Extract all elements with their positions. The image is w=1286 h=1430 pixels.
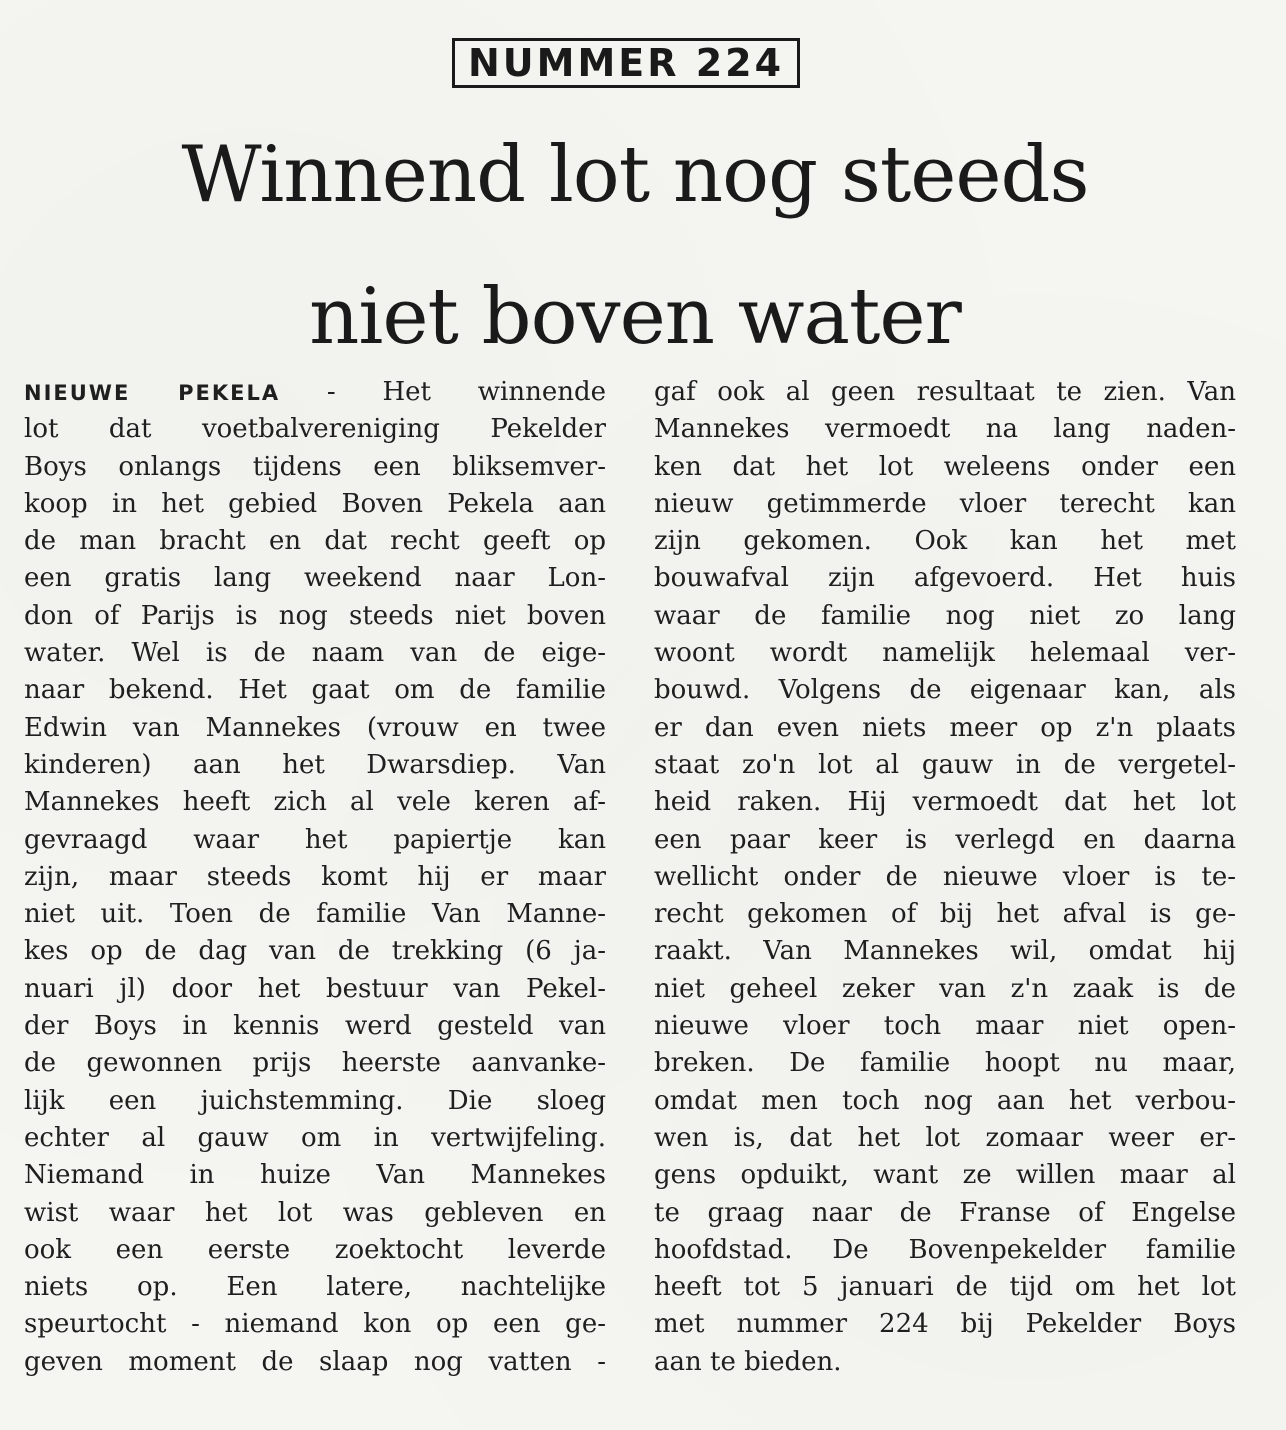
article-line: niets op. Een latere, nachtelijke — [24, 1272, 606, 1303]
article-line: wen is, dat het lot zomaar weer er- — [654, 1122, 1236, 1153]
dateline: NIEUWE PEKELA — [24, 381, 281, 405]
headline — [60, 104, 1210, 388]
article-line: bouwafval zijn afgevoerd. Het huis — [654, 563, 1236, 594]
article-column-left — [24, 374, 606, 1381]
article-line: Mannekes vermoedt na lang naden- — [654, 414, 1236, 445]
article-line: met nummer 224 bij Pekelder Boys — [654, 1309, 1236, 1340]
article-line: ken dat het lot weleens onder een — [654, 451, 1236, 482]
article-line: lot dat voetbalvereniging Pekelder — [24, 414, 606, 445]
article-line: de man bracht en dat recht geeft op — [24, 526, 606, 557]
article-line: nieuw getimmerde vloer terecht kan — [654, 488, 1236, 519]
article-line: lijk een juichstemming. Die sloeg — [24, 1085, 606, 1116]
article-line: heeft tot 5 januari de tijd om het lot — [654, 1272, 1236, 1303]
article-line: er dan even niets meer op z'n plaats — [654, 712, 1236, 743]
article-line: water. Wel is de naam van de eige- — [24, 638, 606, 669]
article-line: bouwd. Volgens de eigenaar kan, als — [654, 675, 1236, 706]
article-line: wist waar het lot was gebleven en — [24, 1197, 606, 1228]
article-line: gaf ook al geen resultaat te zien. Van — [654, 377, 1236, 407]
article-line: breken. De familie hoopt nu maar, — [654, 1048, 1236, 1079]
article-line: een paar keer is verlegd en daarna — [654, 824, 1236, 855]
article-line: zijn gekomen. Ook kan het met — [654, 526, 1236, 557]
article-line: raakt. Van Mannekes wil, omdat hij — [654, 936, 1236, 967]
article-line: de gewonnen prijs heerste aanvanke- — [24, 1048, 606, 1079]
article-line: omdat men toch nog aan het verbou- — [654, 1085, 1236, 1116]
article-line: gevraagd waar het papiertje kan — [24, 824, 606, 855]
article-line: gens opduikt, want ze willen maar al — [654, 1160, 1236, 1191]
article-line: aan te bieden. — [654, 1346, 842, 1377]
article-line: Mannekes heeft zich al vele keren af- — [24, 787, 606, 818]
article-line: niet geheel zeker van z'n zaak is de — [654, 973, 1236, 1004]
article-line: koop in het gebied Boven Pekela aan — [24, 488, 606, 519]
article-line: een gratis lang weekend naar Lon- — [24, 563, 606, 594]
article-line: geven moment de slaap nog vatten - — [24, 1346, 606, 1377]
article-line: zijn, maar steeds komt hij er maar — [24, 861, 606, 892]
article-line: waar de familie nog niet zo lang — [654, 600, 1236, 631]
article-line: staat zo'n lot al gauw in de vergetel- — [654, 749, 1236, 780]
kicker: NUMMER 224 — [467, 41, 785, 85]
headline-line-2: niet boven water — [309, 272, 961, 362]
article-line: Niemand in huize Van Mannekes — [24, 1160, 606, 1191]
headline-line-1: Winnend lot nog steeds — [181, 130, 1089, 220]
article-line: Boys onlangs tijdens een bliksemver- — [24, 451, 606, 482]
article-line — [24, 374, 606, 411]
article-line: wellicht onder de nieuwe vloer is te- — [654, 861, 1236, 892]
article-line: der Boys in kennis werd gesteld van — [24, 1011, 606, 1042]
article-line: echter al gauw om in vertwijfeling. — [24, 1122, 606, 1153]
article-line: niet uit. Toen de familie Van Manne- — [24, 899, 606, 930]
article-line: nuari jl) door het bestuur van Pekel- — [24, 973, 606, 1004]
article-line: ook een eerste zoektocht leverde — [24, 1234, 606, 1265]
kicker-box — [452, 38, 800, 88]
article-line: heid raken. Hij vermoedt dat het lot — [654, 787, 1236, 818]
article-line: te graag naar de Franse of Engelse — [654, 1197, 1236, 1228]
article-line-text: - Het winnende — [280, 377, 606, 407]
article-line: nieuwe vloer toch maar niet open- — [654, 1011, 1236, 1042]
article-line: speurtocht - niemand kon op een ge- — [24, 1309, 606, 1340]
article-line: don of Parijs is nog steeds niet boven — [24, 600, 606, 631]
article-line: hoofdstad. De Bovenpekelder familie — [654, 1234, 1236, 1265]
article-line: Edwin van Mannekes (vrouw en twee — [24, 712, 606, 743]
article-line: woont wordt namelijk helemaal ver- — [654, 638, 1236, 669]
article-column-right — [654, 374, 1236, 1381]
article-line: recht gekomen of bij het afval is ge- — [654, 899, 1236, 930]
article-line: kinderen) aan het Dwarsdiep. Van — [24, 749, 606, 780]
article-line: naar bekend. Het gaat om de familie — [24, 675, 606, 706]
article-line: kes op de dag van de trekking (6 ja- — [24, 936, 606, 967]
